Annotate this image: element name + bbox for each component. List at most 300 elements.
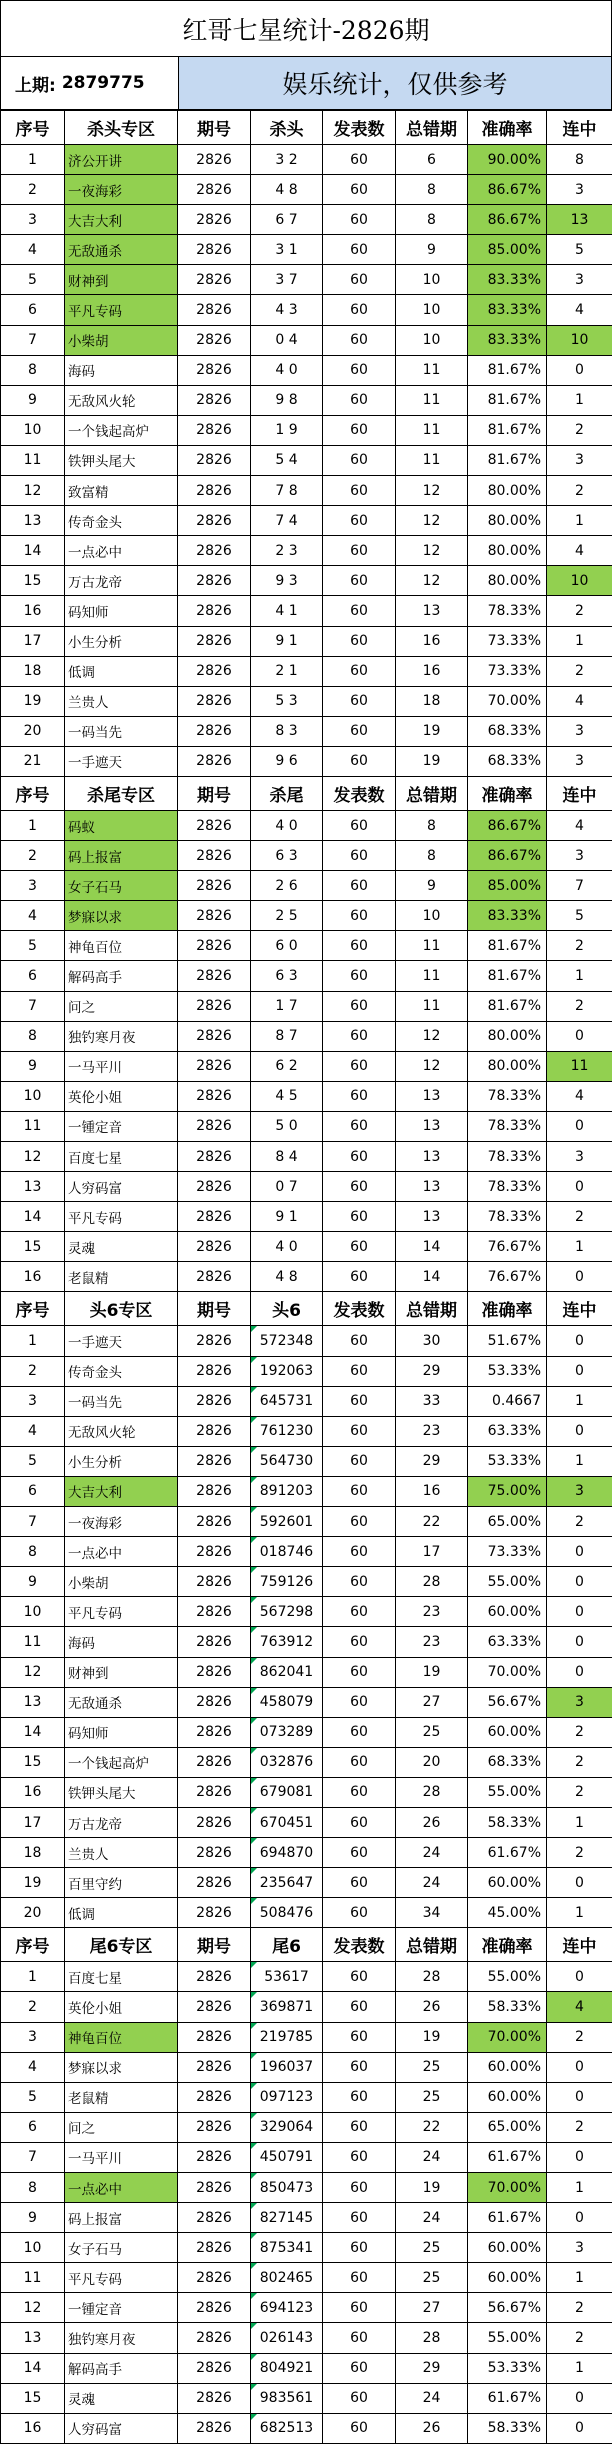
miss-count: 28: [396, 1962, 468, 1992]
prediction-value: 0 4: [251, 325, 323, 355]
miss-count: 12: [396, 506, 468, 536]
predictor-name: 百里守约: [65, 1868, 178, 1898]
miss-count: 16: [396, 656, 468, 686]
predictor-name: 灵魂: [65, 1232, 178, 1262]
column-header: 期号: [178, 1292, 251, 1326]
table-row: [1, 325, 612, 355]
predictor-name: 一夜海彩: [65, 1507, 178, 1537]
row-number: 13: [1, 1687, 65, 1717]
prediction-value: 7 4: [251, 506, 323, 536]
accuracy-rate: 76.67%: [468, 1232, 547, 1262]
predictor-name: 码上报富: [65, 841, 178, 871]
table-row: [1, 536, 612, 566]
post-count: 60: [323, 1962, 396, 1992]
win-streak: 3: [547, 746, 612, 776]
row-number: 12: [1, 2293, 65, 2323]
predictor-name: 海码: [65, 355, 178, 385]
accuracy-rate: 90.00%: [468, 145, 547, 175]
win-streak: 11: [547, 1051, 612, 1081]
row-number: 9: [1, 1051, 65, 1081]
miss-count: 11: [396, 961, 468, 991]
row-number: 10: [1, 1597, 65, 1627]
issue-number: 2826: [178, 2263, 251, 2293]
row-number: 4: [1, 235, 65, 265]
predictor-name: 一夜海彩: [65, 175, 178, 205]
prediction-value: 7 8: [251, 476, 323, 506]
accuracy-rate: 55.00%: [468, 2323, 547, 2353]
prediction-value: 2 1: [251, 656, 323, 686]
accuracy-rate: 81.67%: [468, 445, 547, 475]
column-header: 期号: [178, 1928, 251, 1962]
issue-number: 2826: [178, 1386, 251, 1416]
table-row: [1, 871, 612, 901]
issue-number: 2826: [178, 1992, 251, 2022]
predictor-name: 老鼠精: [65, 1262, 178, 1292]
accuracy-rate: 51.67%: [468, 1326, 547, 1356]
miss-count: 26: [396, 1807, 468, 1837]
win-streak: 2: [547, 1747, 612, 1777]
post-count: 60: [323, 175, 396, 205]
row-number: 6: [1, 961, 65, 991]
win-streak: 8: [547, 145, 612, 175]
predictor-name: 小生分析: [65, 1446, 178, 1476]
post-count: 60: [323, 145, 396, 175]
win-streak: 1: [547, 2353, 612, 2383]
prediction-value: 6 7: [251, 205, 323, 235]
accuracy-rate: 78.33%: [468, 1142, 547, 1172]
post-count: 60: [323, 1081, 396, 1111]
miss-count: 10: [396, 295, 468, 325]
accuracy-rate: 65.00%: [468, 1507, 547, 1537]
post-count: 60: [323, 901, 396, 931]
issue-number: 2826: [178, 1507, 251, 1537]
column-header: 总错期: [396, 776, 468, 810]
win-streak: 0: [547, 1868, 612, 1898]
predictor-name: 百度七星: [65, 1962, 178, 1992]
disclaimer-note: 娱乐统计，仅供参考: [179, 57, 611, 109]
miss-count: 26: [396, 1992, 468, 2022]
table-row: [1, 1567, 612, 1597]
miss-count: 26: [396, 2413, 468, 2443]
accuracy-rate: 70.00%: [468, 2022, 547, 2052]
win-streak: 2: [547, 931, 612, 961]
miss-count: 12: [396, 1051, 468, 1081]
accuracy-rate: 81.67%: [468, 991, 547, 1021]
miss-count: 8: [396, 841, 468, 871]
row-number: 9: [1, 2203, 65, 2233]
issue-number: 2826: [178, 2293, 251, 2323]
row-number: 11: [1, 2263, 65, 2293]
row-number: 7: [1, 1507, 65, 1537]
predictor-name: 码知师: [65, 1717, 178, 1747]
post-count: 60: [323, 2263, 396, 2293]
table-row: [1, 1476, 612, 1506]
table-row: [1, 1262, 612, 1292]
post-count: 60: [323, 961, 396, 991]
post-count: 60: [323, 2293, 396, 2323]
predictor-name: 低调: [65, 1898, 178, 1928]
prediction-value: 8 3: [251, 716, 323, 746]
prediction-value: 875341: [251, 2233, 323, 2263]
win-streak: 0: [547, 1172, 612, 1202]
row-number: 4: [1, 2052, 65, 2082]
row-number: 15: [1, 1232, 65, 1262]
miss-count: 24: [396, 1838, 468, 1868]
post-count: 60: [323, 476, 396, 506]
table-row: [1, 2052, 612, 2082]
predictor-name: 一个钱起高炉: [65, 415, 178, 445]
miss-count: 27: [396, 2293, 468, 2323]
issue-number: 2826: [178, 1567, 251, 1597]
prediction-value: 564730: [251, 1446, 323, 1476]
accuracy-rate: 81.67%: [468, 355, 547, 385]
miss-count: 16: [396, 1476, 468, 1506]
info-bar: [0, 57, 612, 110]
prediction-value: 9 8: [251, 385, 323, 415]
table-row: [1, 1356, 612, 1386]
predictor-name: 一手遮天: [65, 746, 178, 776]
accuracy-rate: 83.33%: [468, 265, 547, 295]
row-number: 16: [1, 1262, 65, 1292]
miss-count: 22: [396, 2112, 468, 2142]
table-row: [1, 355, 612, 385]
row-number: 19: [1, 686, 65, 716]
win-streak: 0: [547, 1627, 612, 1657]
row-number: 20: [1, 716, 65, 746]
issue-number: 2826: [178, 2082, 251, 2112]
row-number: 18: [1, 656, 65, 686]
table-row: [1, 2353, 612, 2383]
predictor-name: 解码高手: [65, 961, 178, 991]
miss-count: 13: [396, 596, 468, 626]
accuracy-rate: 0.4667: [468, 1386, 547, 1416]
issue-number: 2826: [178, 1747, 251, 1777]
win-streak: 1: [547, 385, 612, 415]
row-number: 17: [1, 1807, 65, 1837]
predictor-name: 神龟百位: [65, 931, 178, 961]
miss-count: 25: [396, 2263, 468, 2293]
issue-number: 2826: [178, 1687, 251, 1717]
predictor-name: 平凡专码: [65, 1202, 178, 1232]
accuracy-rate: 78.33%: [468, 596, 547, 626]
predictor-name: 兰贵人: [65, 1838, 178, 1868]
accuracy-rate: 78.33%: [468, 1081, 547, 1111]
prediction-value: 4 0: [251, 355, 323, 385]
issue-number: 2826: [178, 626, 251, 656]
row-number: 7: [1, 991, 65, 1021]
table-row: [1, 1142, 612, 1172]
row-number: 12: [1, 1657, 65, 1687]
accuracy-rate: 76.67%: [468, 1262, 547, 1292]
post-count: 60: [323, 810, 396, 840]
post-count: 60: [323, 2022, 396, 2052]
win-streak: 1: [547, 1807, 612, 1837]
win-streak: 3: [547, 1687, 612, 1717]
predictor-name: 梦寐以求: [65, 901, 178, 931]
issue-number: 2826: [178, 2052, 251, 2082]
table-row: [1, 1326, 612, 1356]
accuracy-rate: 78.33%: [468, 1172, 547, 1202]
issue-number: 2826: [178, 2413, 251, 2443]
table-row: [1, 1446, 612, 1476]
issue-number: 2826: [178, 1326, 251, 1356]
accuracy-rate: 53.33%: [468, 1356, 547, 1386]
miss-count: 18: [396, 686, 468, 716]
accuracy-rate: 53.33%: [468, 2353, 547, 2383]
issue-number: 2826: [178, 2383, 251, 2413]
miss-count: 11: [396, 385, 468, 415]
issue-number: 2826: [178, 506, 251, 536]
post-count: 60: [323, 2413, 396, 2443]
post-count: 60: [323, 1262, 396, 1292]
issue-number: 2826: [178, 536, 251, 566]
post-count: 60: [323, 1021, 396, 1051]
accuracy-rate: 61.67%: [468, 2383, 547, 2413]
accuracy-rate: 80.00%: [468, 1051, 547, 1081]
miss-count: 23: [396, 1416, 468, 1446]
table-row: [1, 1992, 612, 2022]
post-count: 60: [323, 2112, 396, 2142]
column-header: 总错期: [396, 111, 468, 145]
miss-count: 19: [396, 1657, 468, 1687]
win-streak: 13: [547, 205, 612, 235]
win-streak: 0: [547, 1416, 612, 1446]
predictor-name: 平凡专码: [65, 295, 178, 325]
accuracy-rate: 80.00%: [468, 476, 547, 506]
miss-count: 29: [396, 1446, 468, 1476]
miss-count: 14: [396, 1232, 468, 1262]
post-count: 60: [323, 2233, 396, 2263]
accuracy-rate: 70.00%: [468, 686, 547, 716]
table-row: [1, 1777, 612, 1807]
accuracy-rate: 86.67%: [468, 810, 547, 840]
issue-number: 2826: [178, 415, 251, 445]
miss-count: 11: [396, 355, 468, 385]
issue-number: 2826: [178, 1537, 251, 1567]
column-header: 准确率: [468, 776, 547, 810]
last-draw-value: 2879775: [62, 73, 145, 93]
row-number: 15: [1, 1747, 65, 1777]
issue-number: 2826: [178, 2203, 251, 2233]
prediction-value: 694870: [251, 1838, 323, 1868]
post-count: 60: [323, 355, 396, 385]
row-number: 16: [1, 596, 65, 626]
table-row: [1, 901, 612, 931]
issue-number: 2826: [178, 686, 251, 716]
predictor-name: 兰贵人: [65, 686, 178, 716]
predictor-name: 大吉大利: [65, 205, 178, 235]
column-header: 头6: [251, 1292, 323, 1326]
win-streak: 4: [547, 810, 612, 840]
table-row: [1, 1172, 612, 1202]
accuracy-rate: 83.33%: [468, 295, 547, 325]
post-count: 60: [323, 1416, 396, 1446]
section-header-row: [1, 776, 612, 810]
column-header: 期号: [178, 111, 251, 145]
prediction-value: 592601: [251, 1507, 323, 1537]
table-row: [1, 1081, 612, 1111]
table-row: [1, 1838, 612, 1868]
win-streak: 10: [547, 325, 612, 355]
row-number: 5: [1, 931, 65, 961]
miss-count: 25: [396, 2233, 468, 2263]
predictor-name: 一点必中: [65, 536, 178, 566]
table-row: [1, 415, 612, 445]
win-streak: 0: [547, 1962, 612, 1992]
predictor-name: 英伦小姐: [65, 1081, 178, 1111]
table-row: [1, 265, 612, 295]
issue-number: 2826: [178, 2112, 251, 2142]
issue-number: 2826: [178, 235, 251, 265]
row-number: 8: [1, 1537, 65, 1567]
row-number: 14: [1, 536, 65, 566]
row-number: 4: [1, 901, 65, 931]
issue-number: 2826: [178, 871, 251, 901]
issue-number: 2826: [178, 1232, 251, 1262]
row-number: 6: [1, 295, 65, 325]
column-header: 头6专区: [65, 1292, 178, 1326]
win-streak: 0: [547, 1111, 612, 1141]
row-number: 12: [1, 1142, 65, 1172]
row-number: 5: [1, 2082, 65, 2112]
win-streak: 2: [547, 596, 612, 626]
row-number: 7: [1, 2142, 65, 2172]
win-streak: 0: [547, 1326, 612, 1356]
predictor-name: 大吉大利: [65, 1476, 178, 1506]
row-number: 5: [1, 265, 65, 295]
accuracy-rate: 81.67%: [468, 931, 547, 961]
win-streak: 0: [547, 2052, 612, 2082]
table-row: [1, 1747, 612, 1777]
row-number: 2: [1, 841, 65, 871]
win-streak: 1: [547, 961, 612, 991]
prediction-value: 458079: [251, 1687, 323, 1717]
row-number: 2: [1, 175, 65, 205]
issue-number: 2826: [178, 385, 251, 415]
predictor-name: 致富精: [65, 476, 178, 506]
win-streak: 2: [547, 2112, 612, 2142]
prediction-value: 5 4: [251, 445, 323, 475]
win-streak: 4: [547, 686, 612, 716]
column-header: 期号: [178, 776, 251, 810]
win-streak: 2: [547, 991, 612, 1021]
post-count: 60: [323, 1386, 396, 1416]
post-count: 60: [323, 1567, 396, 1597]
predictor-name: 铁钾头尾大: [65, 445, 178, 475]
predictor-name: 无敌通杀: [65, 235, 178, 265]
sheet-title: 红哥七星统计-2826期: [0, 0, 612, 57]
post-count: 60: [323, 1202, 396, 1232]
post-count: 60: [323, 1356, 396, 1386]
prediction-value: 761230: [251, 1416, 323, 1446]
accuracy-rate: 85.00%: [468, 871, 547, 901]
accuracy-rate: 61.67%: [468, 2203, 547, 2233]
predictor-name: 小柴胡: [65, 1567, 178, 1597]
predictor-name: 人穷码富: [65, 2413, 178, 2443]
accuracy-rate: 86.67%: [468, 841, 547, 871]
prediction-value: 6 0: [251, 931, 323, 961]
post-count: 60: [323, 1838, 396, 1868]
post-count: 60: [323, 841, 396, 871]
accuracy-rate: 80.00%: [468, 506, 547, 536]
post-count: 60: [323, 205, 396, 235]
row-number: 8: [1, 2173, 65, 2203]
post-count: 60: [323, 2353, 396, 2383]
post-count: 60: [323, 1657, 396, 1687]
table-row: [1, 626, 612, 656]
column-header: 总错期: [396, 1928, 468, 1962]
prediction-value: 850473: [251, 2173, 323, 2203]
accuracy-rate: 73.33%: [468, 656, 547, 686]
post-count: 60: [323, 1777, 396, 1807]
win-streak: 0: [547, 355, 612, 385]
issue-number: 2826: [178, 1838, 251, 1868]
accuracy-rate: 81.67%: [468, 385, 547, 415]
win-streak: 5: [547, 901, 612, 931]
post-count: 60: [323, 1326, 396, 1356]
post-count: 60: [323, 656, 396, 686]
issue-number: 2826: [178, 476, 251, 506]
accuracy-rate: 65.00%: [468, 2112, 547, 2142]
predictor-name: 万古龙帝: [65, 1807, 178, 1837]
table-row: [1, 506, 612, 536]
post-count: 60: [323, 2173, 396, 2203]
accuracy-rate: 56.67%: [468, 2293, 547, 2323]
column-header: 连中: [547, 1292, 612, 1326]
issue-number: 2826: [178, 445, 251, 475]
post-count: 60: [323, 2323, 396, 2353]
predictor-name: 小生分析: [65, 626, 178, 656]
table-row: [1, 445, 612, 475]
column-header: 尾6: [251, 1928, 323, 1962]
miss-count: 10: [396, 901, 468, 931]
row-number: 1: [1, 810, 65, 840]
miss-count: 20: [396, 1747, 468, 1777]
prediction-value: 4 0: [251, 810, 323, 840]
accuracy-rate: 80.00%: [468, 536, 547, 566]
win-streak: 3: [547, 175, 612, 205]
column-header: 杀头专区: [65, 111, 178, 145]
column-header: 连中: [547, 111, 612, 145]
issue-number: 2826: [178, 901, 251, 931]
predictor-name: 一锺定音: [65, 1111, 178, 1141]
issue-number: 2826: [178, 2353, 251, 2383]
column-header: 尾6专区: [65, 1928, 178, 1962]
issue-number: 2826: [178, 1627, 251, 1657]
row-number: 10: [1, 1081, 65, 1111]
win-streak: 2: [547, 1507, 612, 1537]
prediction-value: 9 1: [251, 626, 323, 656]
stats-table: [0, 110, 612, 2444]
column-header: 发表数: [323, 111, 396, 145]
post-count: 60: [323, 2052, 396, 2082]
prediction-value: 4 3: [251, 295, 323, 325]
accuracy-rate: 55.00%: [468, 1567, 547, 1597]
predictor-name: 老鼠精: [65, 2082, 178, 2112]
win-streak: 2: [547, 1202, 612, 1232]
column-header: 序号: [1, 111, 65, 145]
miss-count: 24: [396, 2203, 468, 2233]
table-row: [1, 841, 612, 871]
post-count: 60: [323, 1232, 396, 1262]
prediction-value: 1 9: [251, 415, 323, 445]
win-streak: 0: [547, 2413, 612, 2443]
win-streak: 4: [547, 1992, 612, 2022]
post-count: 60: [323, 506, 396, 536]
issue-number: 2826: [178, 1172, 251, 1202]
row-number: 10: [1, 2233, 65, 2263]
win-streak: 2: [547, 476, 612, 506]
